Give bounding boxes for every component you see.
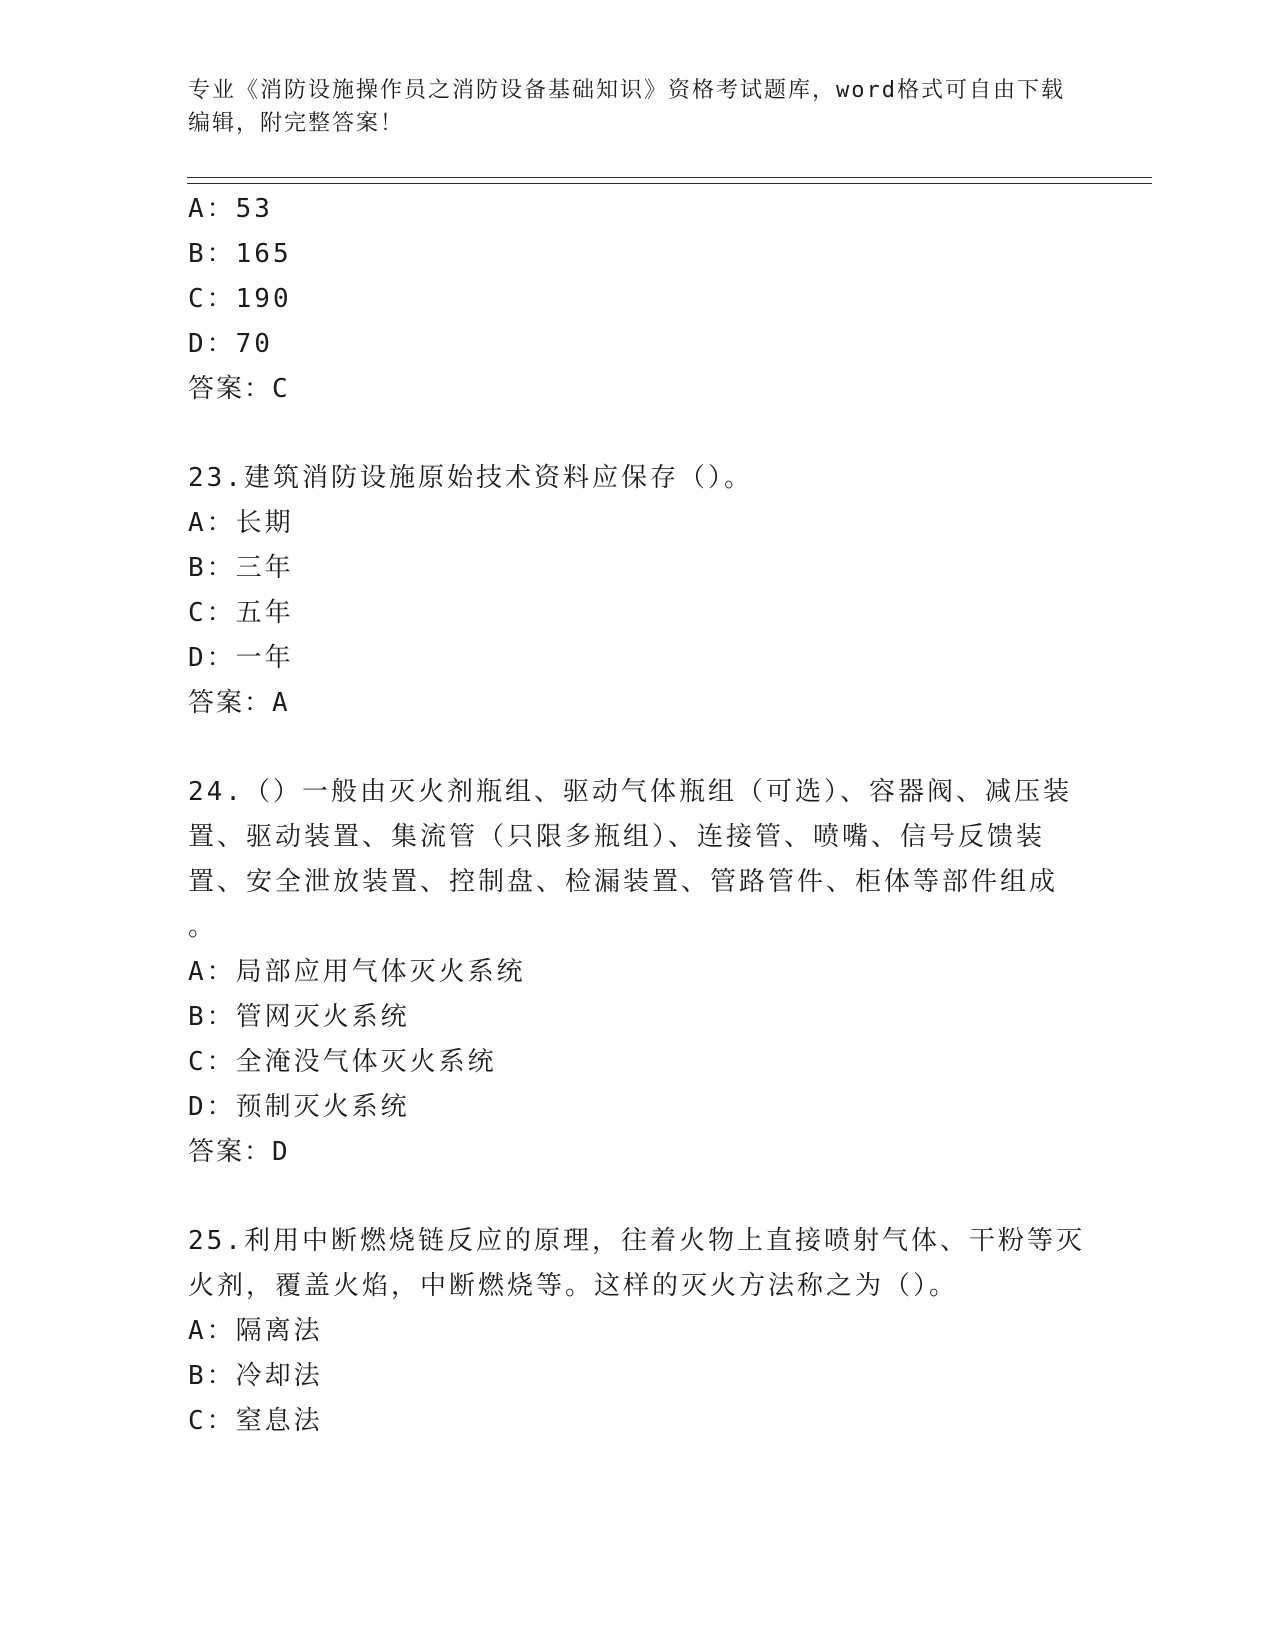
q25-option-c: C：窒息法 [188,1406,323,1436]
q25-option-b: B：冷却法 [188,1361,323,1391]
q24-question-line-1: 24.（）一般由灭火剂瓶组、驱动气体瓶组（可选）、容器阀、减压装 [188,777,1072,807]
q22-option-c: C：190 [188,284,292,314]
q25-question-line-1: 25.利用中断燃烧链反应的原理，往着火物上直接喷射气体、干粉等灭 [188,1226,1085,1256]
q25-question-line-2: 火剂，覆盖火焰，中断燃烧等。这样的灭火方法称之为（）。 [188,1271,959,1301]
q23-answer: 答案：A [188,688,290,718]
q23-question: 23.建筑消防设施原始技术资料应保存（）。 [188,463,753,493]
q22-option-a: A：53 [188,194,273,224]
q22-answer: 答案：C [188,374,290,404]
q24-question-line-4: 。 [188,912,218,942]
q25-option-a: A：隔离法 [188,1316,323,1346]
q23-option-c: C：五年 [188,598,294,628]
q24-option-a: A：局部应用气体灭火系统 [188,957,526,987]
q22-option-b: B：165 [188,239,292,269]
q24-option-c: C：全淹没气体灭火系统 [188,1047,497,1077]
q24-question-line-2: 置、驱动装置、集流管（只限多瓶组）、连接管、喷嘴、信号反馈装 [188,822,1046,852]
q23-option-d: D：一年 [188,643,294,673]
q22-option-d: D：70 [188,329,273,359]
q24-option-b: B：管网灭火系统 [188,1002,410,1032]
q24-question-line-3: 置、安全泄放装置、控制盘、检漏装置、管路管件、柜体等部件组成 [188,867,1059,897]
header-rule-bottom [187,183,1152,184]
header-rule-top [187,177,1152,178]
q23-option-a: A：长期 [188,508,294,538]
q24-option-d: D：预制灭火系统 [188,1092,410,1122]
document-header: 专业《消防设施操作员之消防设备基础知识》资格考试题库，word格式可自由下载编辑，附完整答案！ [188,78,1065,136]
q23-option-b: B：三年 [188,553,294,583]
q24-answer: 答案：D [188,1137,290,1167]
